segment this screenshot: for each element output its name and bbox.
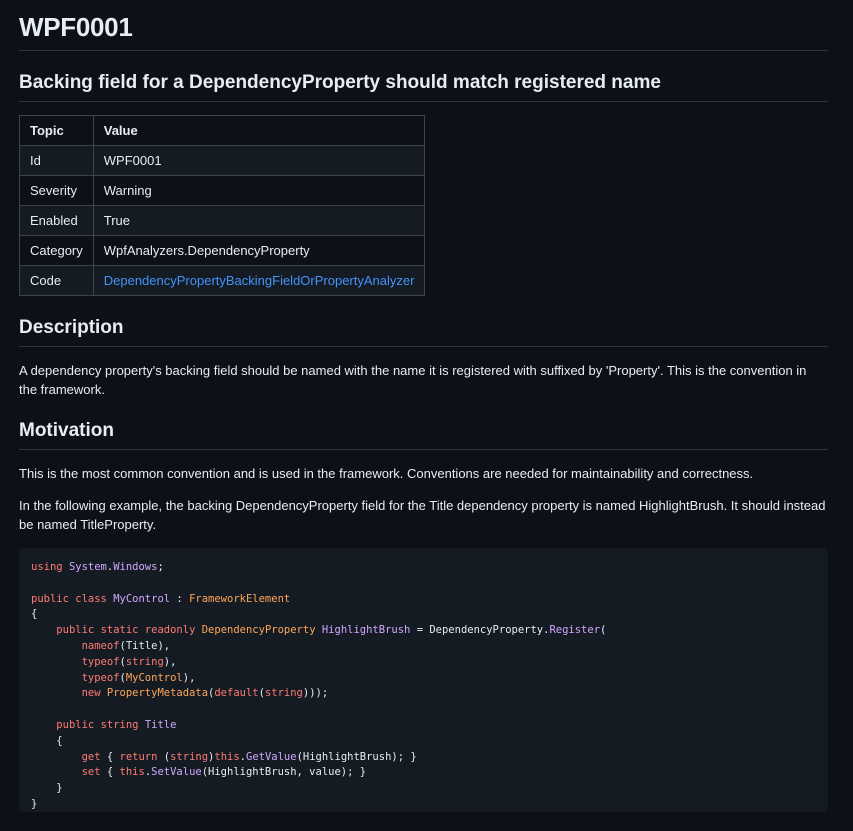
motivation-heading: Motivation (19, 420, 828, 450)
table-cell-value: True (93, 206, 425, 236)
code-block[interactable] (19, 548, 828, 812)
table-cell-value: WpfAnalyzers.DependencyProperty (93, 236, 425, 266)
table-cell-value: WPF0001 (93, 146, 425, 176)
table-cell-topic: Severity (20, 176, 94, 206)
table-row (20, 176, 425, 206)
table-header-value: Value (93, 116, 425, 146)
analyzer-code-link[interactable]: DependencyPropertyBackingFieldOrPropertyAnalyzer (103, 273, 415, 288)
description-heading: Description (19, 317, 828, 347)
motivation-paragraph-1: This is the most common convention and is used in the framework. Conventions are needed for maintainability and correctness. (19, 466, 754, 481)
table-cell-topic: Enabled (20, 206, 94, 236)
table-row (20, 146, 425, 176)
table-row (20, 206, 425, 236)
table-header-row (20, 116, 425, 146)
table-cell-topic: Category (20, 236, 94, 266)
table-cell-value: Warning (93, 176, 425, 206)
motivation-paragraph-2: In the following example, the backing DependencyProperty field for the Title dependency property is named HighlightBrush. It should instead be named TitleProperty. (19, 498, 826, 532)
table-cell-topic: Code (20, 266, 94, 296)
table-header-topic: Topic (20, 116, 94, 146)
rule-subtitle: Backing field for a DependencyProperty should match registered name (19, 72, 828, 102)
table-row (20, 236, 425, 266)
table-row (20, 266, 425, 296)
rule-info-table (19, 115, 425, 296)
description-text: A dependency property's backing field should be named with the name it is registered with suffixed by 'Property'. This is the convention in the framework. (19, 363, 807, 397)
code-content: using System.Windows; public class MyControl : FrameworkElement { public static readonly DependencyProperty HighlightBrush = DependencyProperty.Register( nameof(Title), typeof(string), typeof(MyControl), new PropertyMetadata(default(string))); public string Title { get { return (string)this.GetValue(HighlightBrush); } set { this.SetValue(HighlightBrush, value); } } } (31, 561, 607, 810)
table-cell-topic: Id (20, 146, 94, 176)
table-cell-value (93, 266, 425, 296)
page-title: WPF0001 (19, 0, 828, 51)
